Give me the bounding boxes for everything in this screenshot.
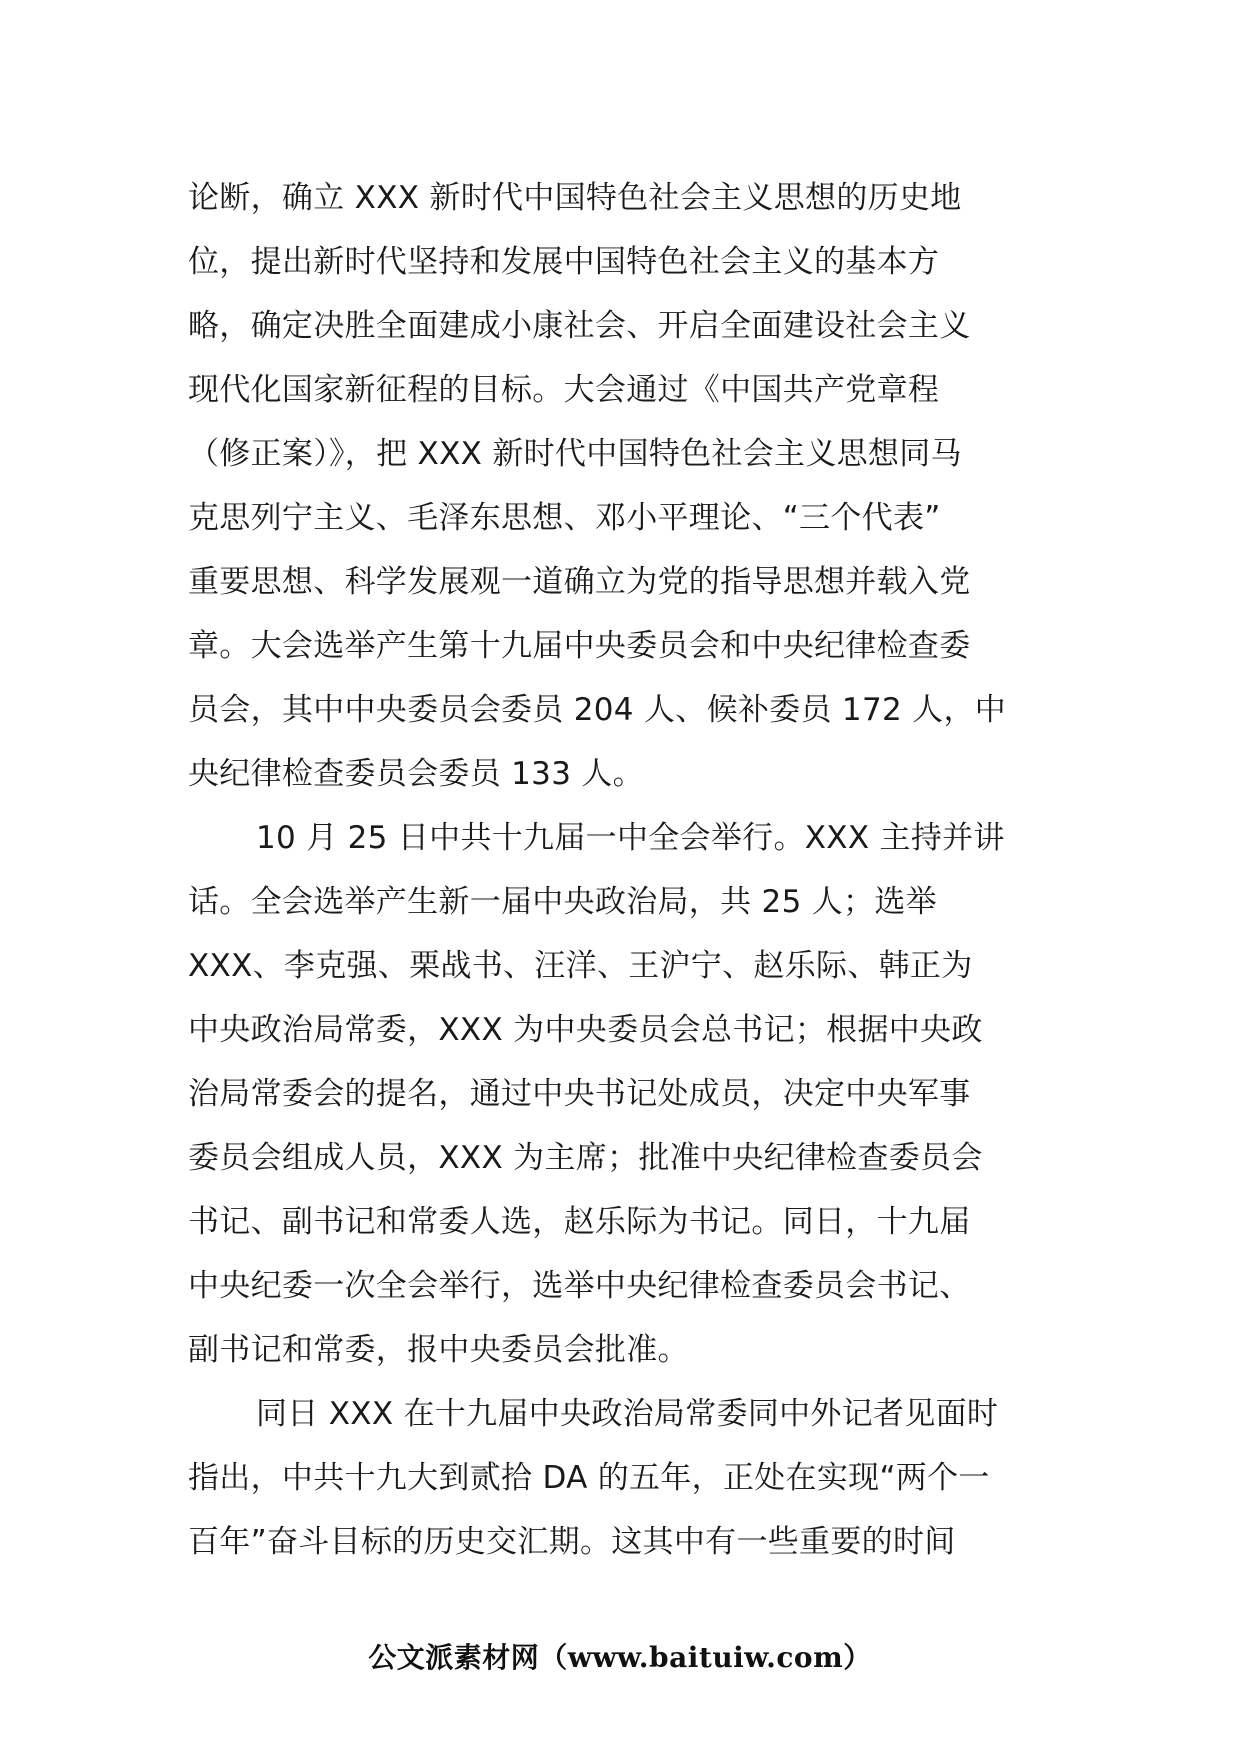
footer-watermark: 公文派素材网（www.baituiw.com） xyxy=(368,1641,872,1674)
text-line: 位，提出新时代坚持和发展中国特色社会主义的基本方 xyxy=(188,244,940,280)
text-line: 委员会组成人员，XXX 为主席；批准中央纪律检查委员会 xyxy=(188,1140,983,1176)
text-line: 克思列宁主义、毛泽东思想、邓小平理论、“三个代表” xyxy=(188,500,941,536)
text-line: 话。全会选举产生新一届中央政治局，共 25 人；选举 xyxy=(188,884,937,920)
paragraph-1 xyxy=(188,166,1056,806)
document-body xyxy=(188,166,1056,1574)
text-line: 中央纪委一次全会举行，选举中央纪律检查委员会书记、 xyxy=(188,1268,971,1304)
text-line: 治局常委会的提名，通过中央书记处成员，决定中央军事 xyxy=(188,1076,971,1112)
text-line: 论断，确立 XXX 新时代中国特色社会主义思想的历史地 xyxy=(188,180,962,216)
text-line: 书记、副书记和常委人选，赵乐际为书记。同日，十九届 xyxy=(188,1204,971,1240)
text-line: 员会，其中中央委员会委员 204 人、候补委员 172 人，中 xyxy=(188,692,1007,728)
text-line: 10 月 25 日中共十九届一中全会举行。XXX 主持并讲 xyxy=(256,820,1005,856)
text-line: 央纪律检查委员会委员 133 人。 xyxy=(188,756,644,792)
text-line: 指出，中共十九大到贰拾 DA 的五年，正处在实现“两个一 xyxy=(188,1460,990,1496)
text-line: 章。大会选举产生第十九届中央委员会和中央纪律检查委 xyxy=(188,628,971,664)
text-line: 现代化国家新征程的目标。大会通过《中国共产党章程 xyxy=(188,372,940,408)
text-line: XXX、李克强、栗战书、汪洋、王沪宁、赵乐际、韩正为 xyxy=(188,948,973,984)
paragraph-3 xyxy=(188,1382,1056,1574)
text-line: 略，确定决胜全面建成小康社会、开启全面建设社会主义 xyxy=(188,308,971,344)
text-line: 重要思想、科学发展观一道确立为党的指导思想并载入党 xyxy=(188,564,971,600)
paragraph-2 xyxy=(188,806,1056,1382)
text-line: 副书记和常委，报中央委员会批准。 xyxy=(188,1332,689,1368)
text-line: （修正案）》，把 XXX 新时代中国特色社会主义思想同马 xyxy=(188,436,962,472)
text-line: 中央政治局常委，XXX 为中央委员会总书记；根据中央政 xyxy=(188,1012,983,1048)
text-line: 百年”奋斗目标的历史交汇期。这其中有一些重要的时间 xyxy=(188,1524,956,1560)
text-line: 同日 XXX 在十九届中央政治局常委同中外记者见面时 xyxy=(256,1396,999,1432)
